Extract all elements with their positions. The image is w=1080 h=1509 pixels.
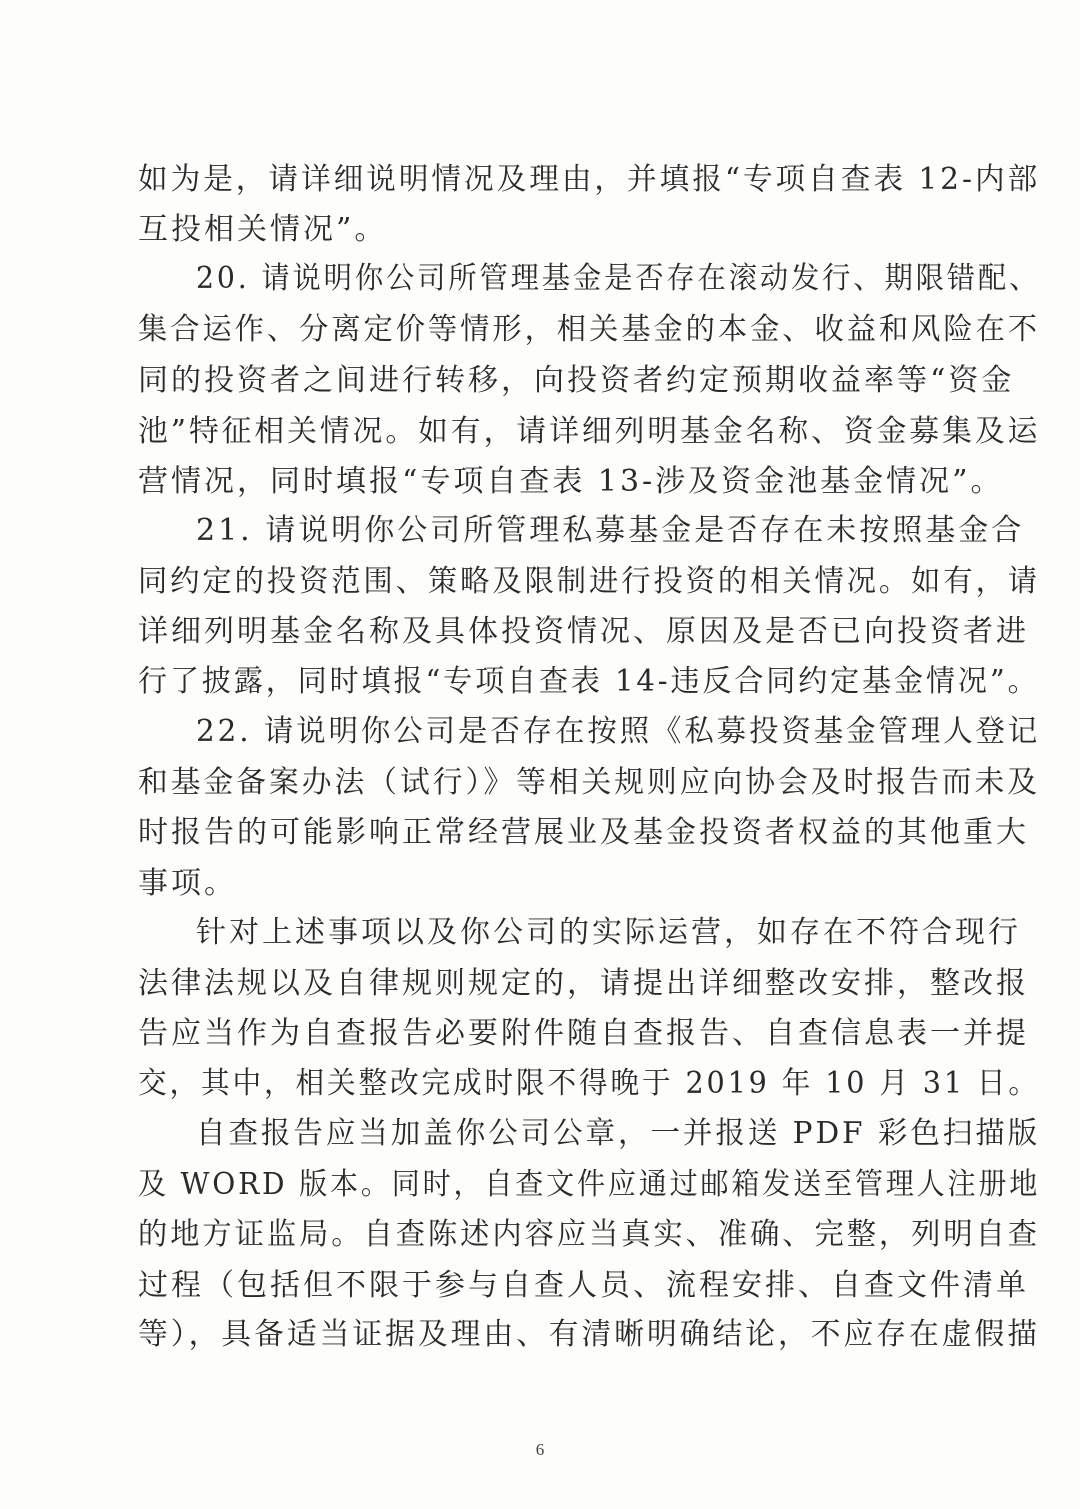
text-line: 及 WORD 版本。同时，自查文件应通过邮箱发送至管理人注册地 (138, 1167, 1041, 1202)
text-line: 池”特征相关情况。如有，请详细列明基金名称、资金募集及运 (138, 414, 1041, 449)
text-line: 集合运作、分离定价等情形，相关基金的本金、收益和风险在不 (138, 312, 1040, 347)
page-number: 6 (535, 1440, 545, 1459)
text-line: 等），具备适当证据及理由、有清晰明确结论，不应存在虚假描 (138, 1317, 1040, 1352)
text-line: 22. 请说明你公司是否存在按照《私募投资基金管理人登记 (196, 714, 1041, 749)
text-line: 和基金备案办法（试行）》等相关规则应向协会及时报告而未及 (138, 765, 1040, 800)
text-line: 法律法规以及自律规则规定的，请提出详细整改安排，整改报 (138, 966, 1029, 1001)
text-line: 详细列明基金名称及具体投资情况、原因及是否已向投资者进 (138, 614, 1029, 649)
text-line: 互投相关情况”。 (138, 212, 388, 247)
text-line: 的地方证监局。自查陈述内容应当真实、准确、完整，列明自查 (138, 1217, 1040, 1252)
text-line: 自查报告应当加盖你公司公章，一并报送 PDF 彩色扫描版 (196, 1116, 1041, 1151)
text-line: 事项。 (138, 866, 237, 901)
text-line: 针对上述事项以及你公司的实际运营，如存在不符合现行 (196, 915, 1021, 950)
text-line: 20. 请说明你公司所管理基金是否存在滚动发行、期限错配、 (196, 261, 1041, 296)
text-line: 过程（包括但不限于参与自查人员、流程安排、自查文件清单 (138, 1268, 1029, 1303)
text-line: 交，其中，相关整改完成时限不得晚于 2019 年 10 月 31 日。 (138, 1066, 1040, 1101)
text-line: 营情况，同时填报“专项自查表 13-涉及资金池基金情况”。 (138, 464, 1004, 499)
text-line: 同的投资者之间进行转移，向投资者约定预期收益率等“资金 (138, 363, 1015, 398)
text-line: 21. 请说明你公司所管理私募基金是否存在未按照基金合 (196, 513, 1025, 548)
text-line: 行了披露，同时填报“专项自查表 14-违反合同约定基金情况”。 (138, 664, 1040, 699)
text-line: 如为是，请详细说明情况及理由，并填报“专项自查表 12-内部 (138, 162, 1041, 197)
text-line: 同约定的投资范围、策略及限制进行投资的相关情况。如有，请 (138, 564, 1040, 599)
text-line: 时报告的可能影响正常经营展业及基金投资者权益的其他重大 (138, 815, 1029, 850)
text-line: 告应当作为自查报告必要附件随自查报告、自查信息表一并提 (138, 1016, 1029, 1051)
